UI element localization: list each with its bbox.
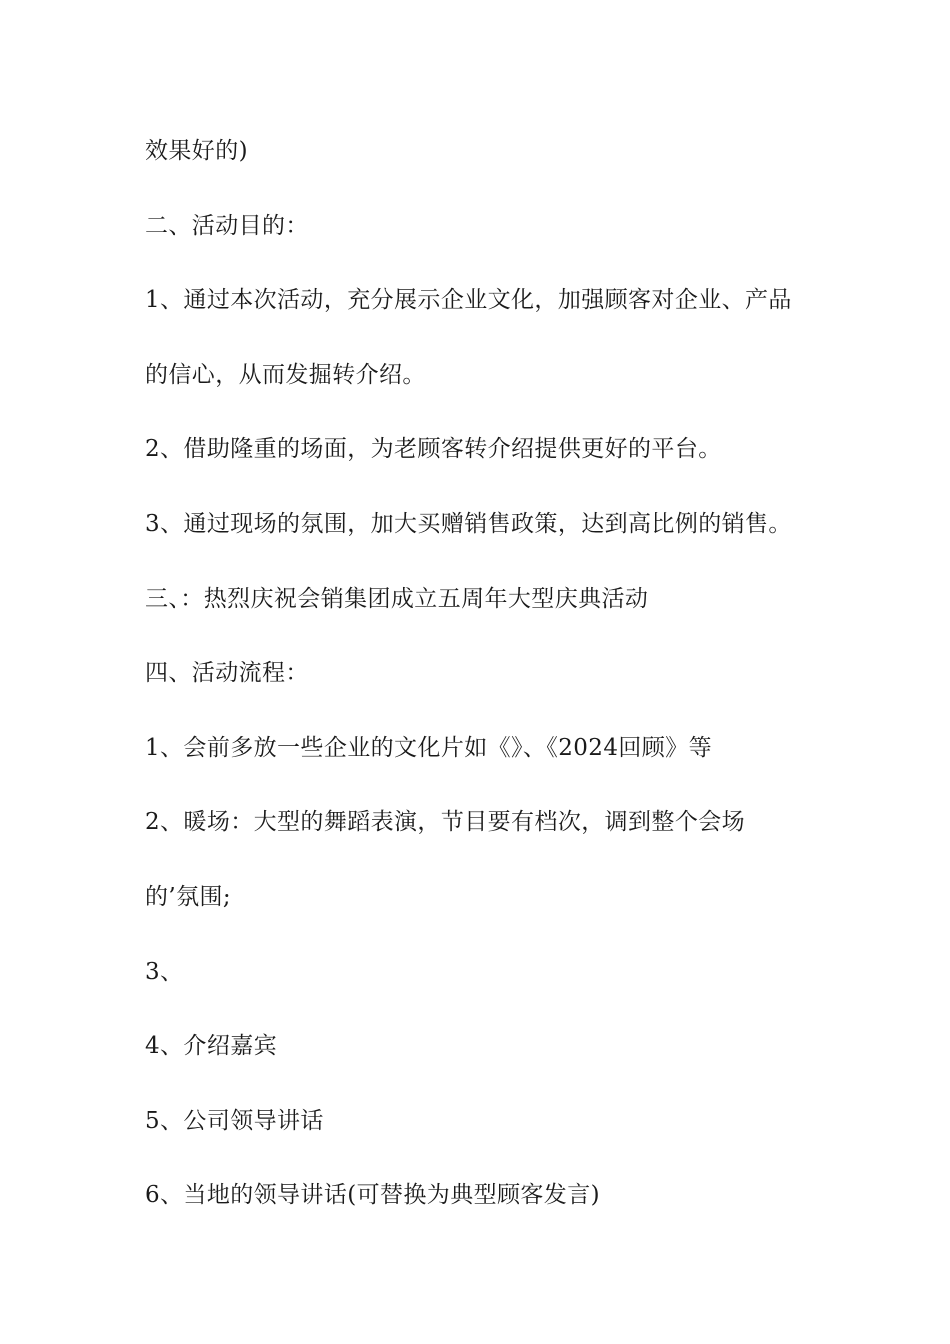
list-item: 6、当地的领导讲话(可替换为典型顾客发言) <box>145 1182 600 1208</box>
section-heading-process: 四、活动流程： <box>145 660 309 686</box>
section-heading-objectives: 二、活动目的： <box>145 213 309 239</box>
list-item: 4、介绍嘉宾 <box>145 1033 278 1059</box>
text-line: 的’氛围; <box>145 884 232 910</box>
text-line: 的信心，从而发掘转介绍。 <box>145 362 426 388</box>
list-item: 1、会前多放一些企业的文化片如《》、《2024回顾》等 <box>145 735 712 761</box>
list-item: 2、暖场：大型的舞蹈表演，节目要有档次，调到整个会场 <box>145 809 746 835</box>
list-item: 3、 <box>145 959 184 985</box>
list-item: 2、借助隆重的场面，为老顾客转介绍提供更好的平台。 <box>145 436 722 462</box>
list-item: 3、通过现场的氛围，加大买赠销售政策，达到高比例的销售。 <box>145 511 792 537</box>
section-heading-theme: 三、：热烈庆祝会销集团成立五周年大型庆典活动 <box>145 586 649 612</box>
list-item: 1、通过本次活动，充分展示企业文化，加强顾客对企业、产品 <box>145 287 792 313</box>
list-item: 5、公司领导讲话 <box>145 1108 324 1134</box>
text-line: 效果好的) <box>145 138 248 164</box>
